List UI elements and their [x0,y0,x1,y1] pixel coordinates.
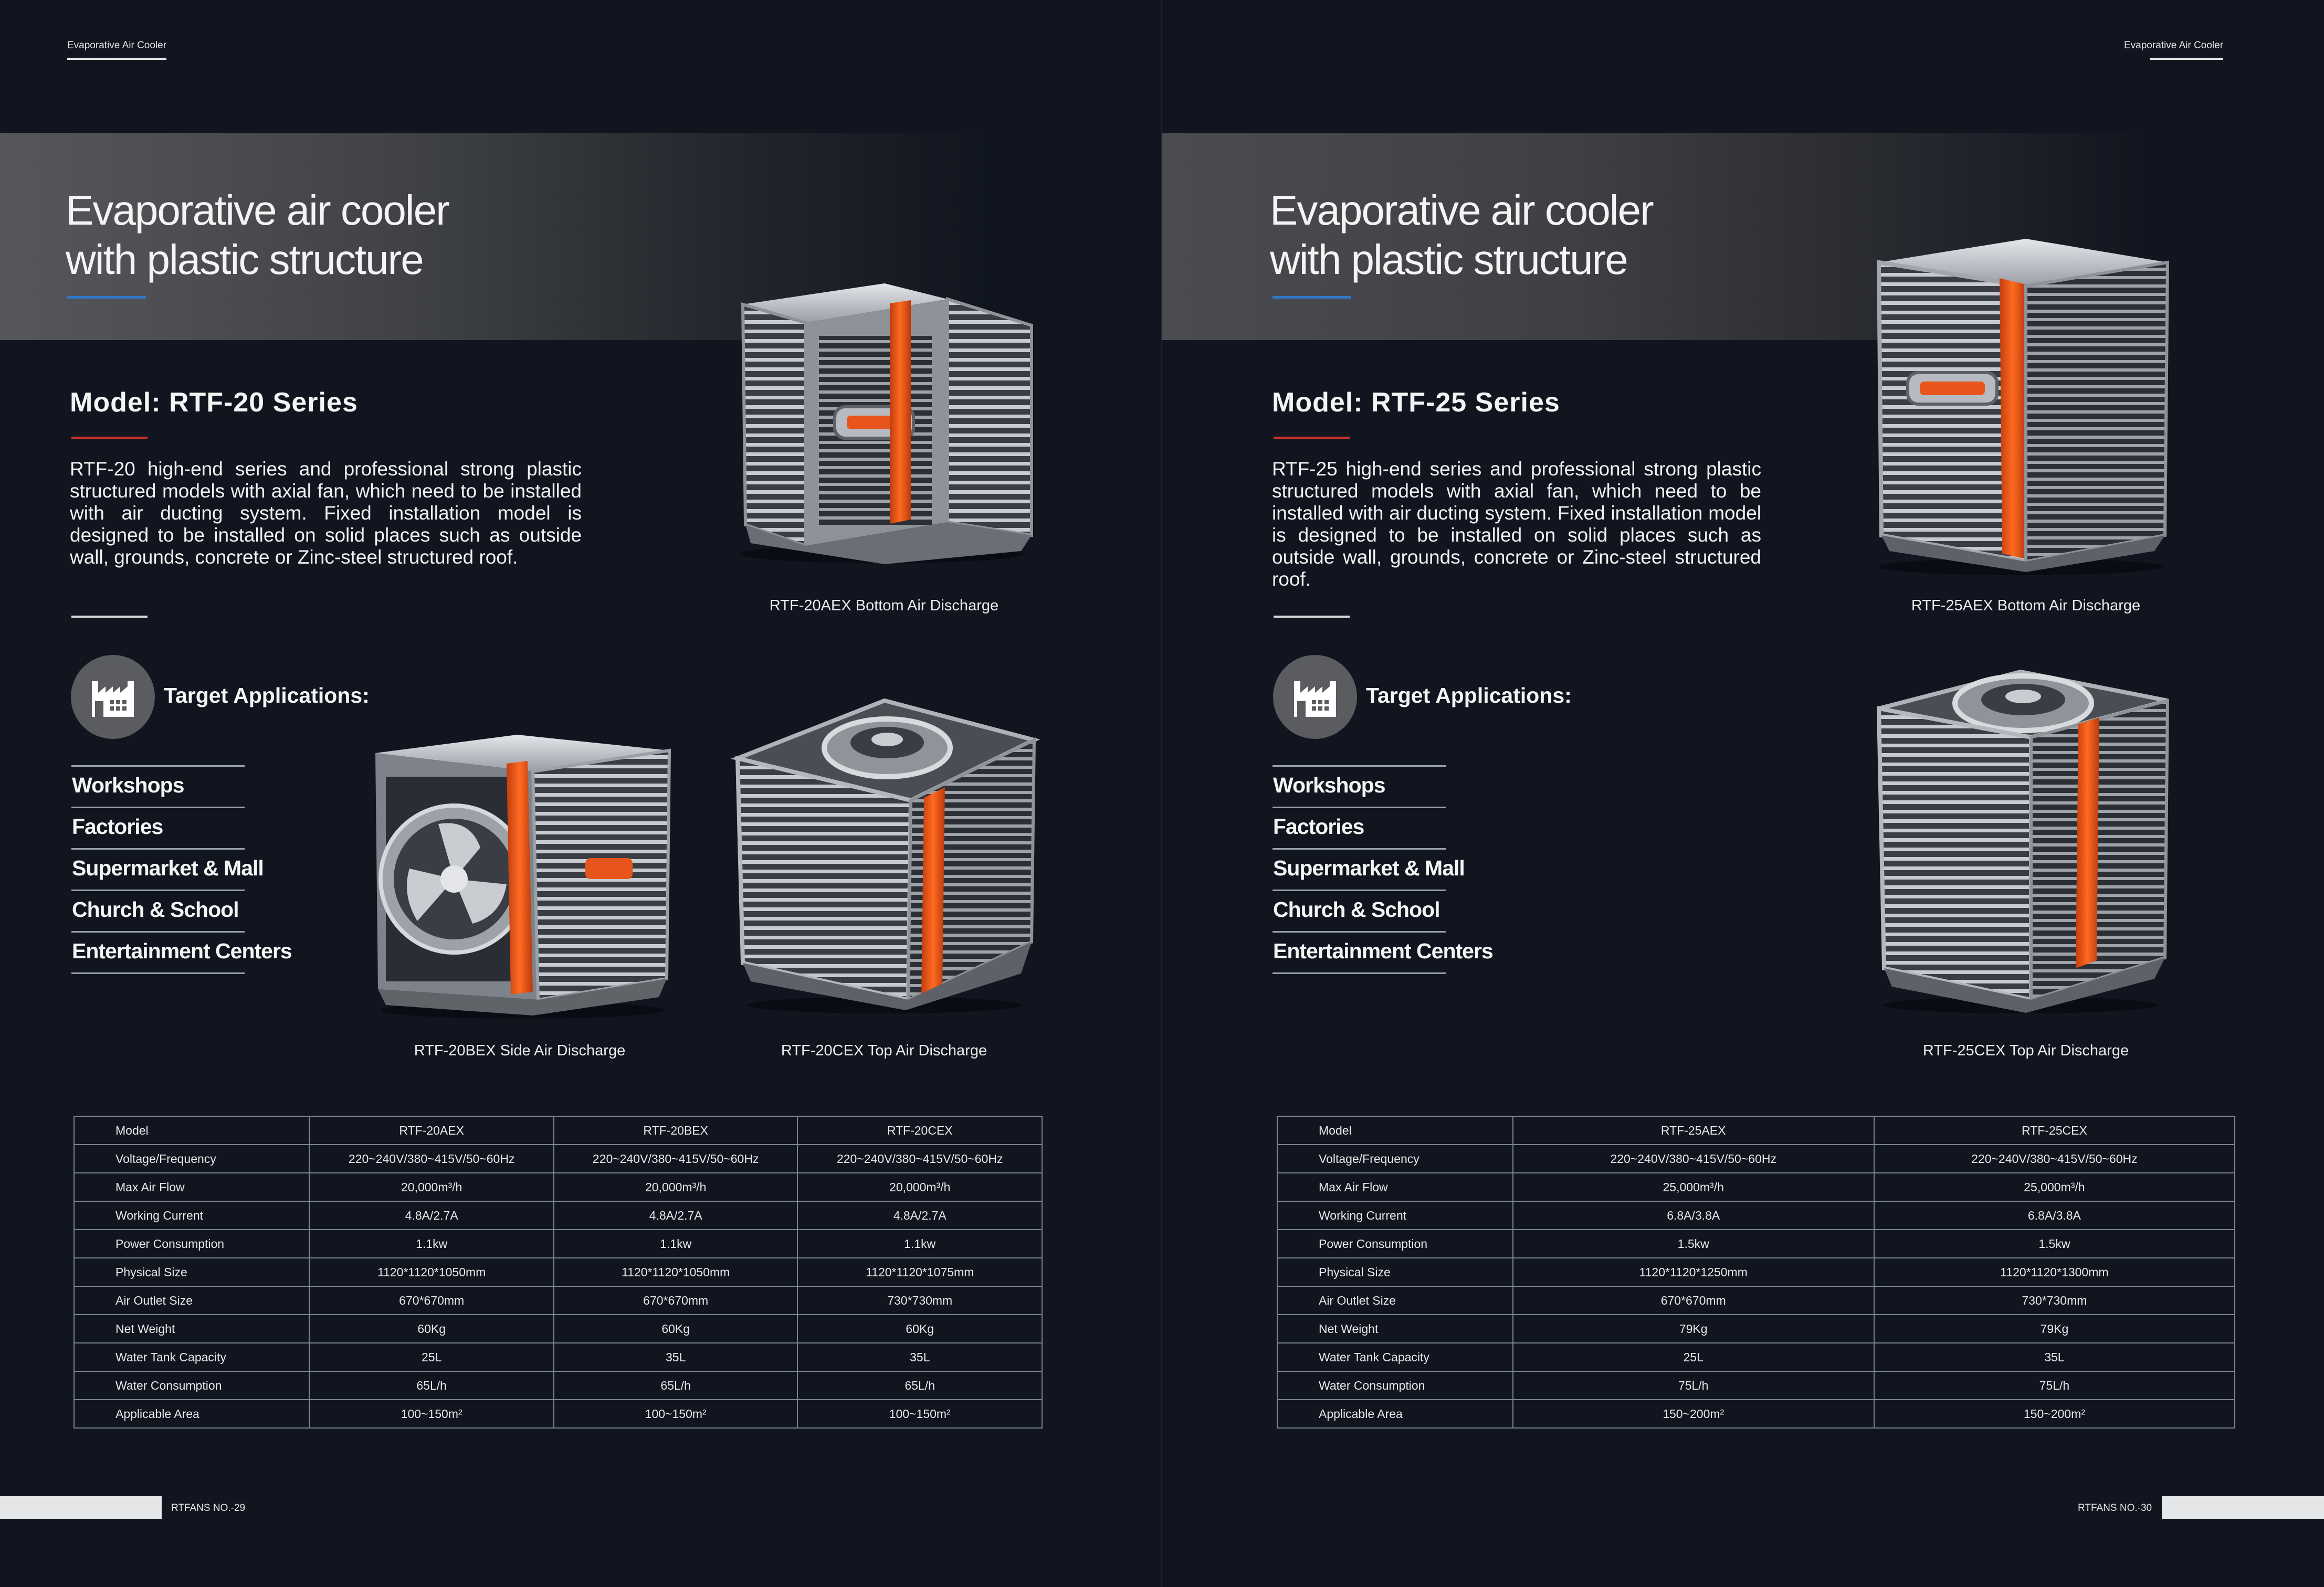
table-row: Voltage/Frequency 220~240V/380~415V/50~60Hz 220~240V/380~415V/50~60Hz [1277,1145,2235,1173]
table-row: Power Consumption 1.1kw 1.1kw 1.1kw [74,1230,1042,1258]
white-rule [1274,616,1350,618]
blue-rule [1273,296,1351,299]
blue-rule [67,296,146,299]
series-description: RTF-25 high-end series and professional strong plastic structured models with axial fan, which need to be installed with air ducting system. Fixed installation model is designed to be installed on solid places such as outside wall, grounds, concrete or Zinc-steel structured roof. [1272,458,1761,590]
page-right [1162,0,2324,1587]
spec-table [73,1116,1043,1429]
table-row: Working Current 6.8A/3.8A 6.8A/3.8A [1277,1201,2235,1230]
band-title-line-1: Evaporative air cooler [1270,187,1653,234]
table-row: Max Air Flow 20,000m³/h 20,000m³/h 20,000m³/h [74,1173,1042,1201]
table-row: Physical Size 1120*1120*1050mm 1120*1120*1050mm 1120*1120*1075mm [74,1258,1042,1286]
list-item: Factories [1273,807,1446,848]
band-title [1270,186,1653,284]
caption-rtf-20bex: RTF-20BEX Side Air Discharge [414,1042,626,1059]
model-title: Model: RTF-20 Series [70,387,358,418]
footer-bar [2162,1496,2324,1519]
page-number: RTFANS NO.-30 [2078,1503,2152,1514]
red-rule [71,437,148,439]
list-item: Entertainment Centers [71,931,245,974]
applications-list [1273,765,1493,974]
series-description: RTF-20 high-end series and professional strong plastic structured models with axial fan, which need to be installed with air ducting system. Fixed installation model is designed to be installed on solid places such as outside wall, grounds, concrete or Zinc-steel structured roof. [70,458,582,568]
model-title: Model: RTF-25 Series [1272,387,1560,418]
product-image-rtf-25aex [1868,226,2178,577]
table-row: Power Consumption 1.5kw 1.5kw [1277,1230,2235,1258]
table-row: Net Weight 60Kg 60Kg 60Kg [74,1315,1042,1343]
caption-rtf-20aex: RTF-20AEX Bottom Air Discharge [769,597,999,614]
list-item: Workshops [1273,765,1446,807]
applications-list [71,765,292,974]
product-image-rtf-20cex [727,690,1042,1015]
table-row: Working Current 4.8A/2.7A 4.8A/2.7A 4.8A/2.7A [74,1201,1042,1230]
table-row: Max Air Flow 25,000m³/h 25,000m³/h [1277,1173,2235,1201]
table-row: Applicable Area 100~150m² 100~150m² 100~150m² [74,1400,1042,1428]
caption-rtf-25cex: RTF-25CEX Top Air Discharge [1922,1042,2129,1059]
caption-rtf-25aex: RTF-25AEX Bottom Air Discharge [1911,597,2141,614]
band-title-line-2: with plastic structure [1270,236,1627,283]
table-row: Model RTF-25AEX RTF-25CEX [1277,1116,2235,1145]
white-rule [71,616,148,618]
table-row: Air Outlet Size 670*670mm 670*670mm 730*730mm [74,1286,1042,1315]
table-row: Air Outlet Size 670*670mm 730*730mm [1277,1286,2235,1315]
list-item: Factories [71,807,245,848]
table-row: Applicable Area 150~200m² 150~200m² [1277,1400,2235,1428]
band-title-line-2: with plastic structure [66,236,423,283]
band-title [66,186,449,284]
table-row: Water Tank Capacity 25L 35L 35L [74,1343,1042,1371]
caption-rtf-20cex: RTF-20CEX Top Air Discharge [781,1042,987,1059]
footer-bar [0,1496,162,1519]
list-item: Supermarket & Mall [1273,848,1446,890]
list-item: Supermarket & Mall [71,848,245,890]
list-item: Church & School [1273,890,1446,931]
red-rule [1274,437,1350,439]
table-row: Water Tank Capacity 25L 35L [1277,1343,2235,1371]
table-row: Water Consumption 65L/h 65L/h 65L/h [74,1371,1042,1400]
factory-icon [1273,655,1357,739]
target-applications-label: Target Applications: [164,683,370,707]
running-head: Evaporative Air Cooler [2124,40,2223,60]
spec-table [1277,1116,2235,1429]
table-row: Net Weight 79Kg 79Kg [1277,1315,2235,1343]
product-image-rtf-20aex [727,273,1042,567]
band-title-line-1: Evaporative air cooler [66,187,449,234]
factory-icon [71,655,155,739]
table-row: Physical Size 1120*1120*1250mm 1120*1120*1300mm [1277,1258,2235,1286]
table-row: Voltage/Frequency 220~240V/380~415V/50~60Hz 220~240V/380~415V/50~60Hz 220~240V/380~415V/50~60Hz [74,1145,1042,1173]
product-image-rtf-25cex [1868,659,2178,1015]
table-row: Model RTF-20AEX RTF-20BEX RTF-20CEX [74,1116,1042,1145]
product-image-rtf-20bex [365,727,680,1021]
target-applications-label: Target Applications: [1366,683,1572,707]
page-number: RTFANS NO.-29 [171,1503,246,1514]
table-row: Water Consumption 75L/h 75L/h [1277,1371,2235,1400]
list-item: Entertainment Centers [1273,931,1446,974]
running-head: Evaporative Air Cooler [67,40,166,60]
list-item: Workshops [71,765,245,807]
list-item: Church & School [71,890,245,931]
